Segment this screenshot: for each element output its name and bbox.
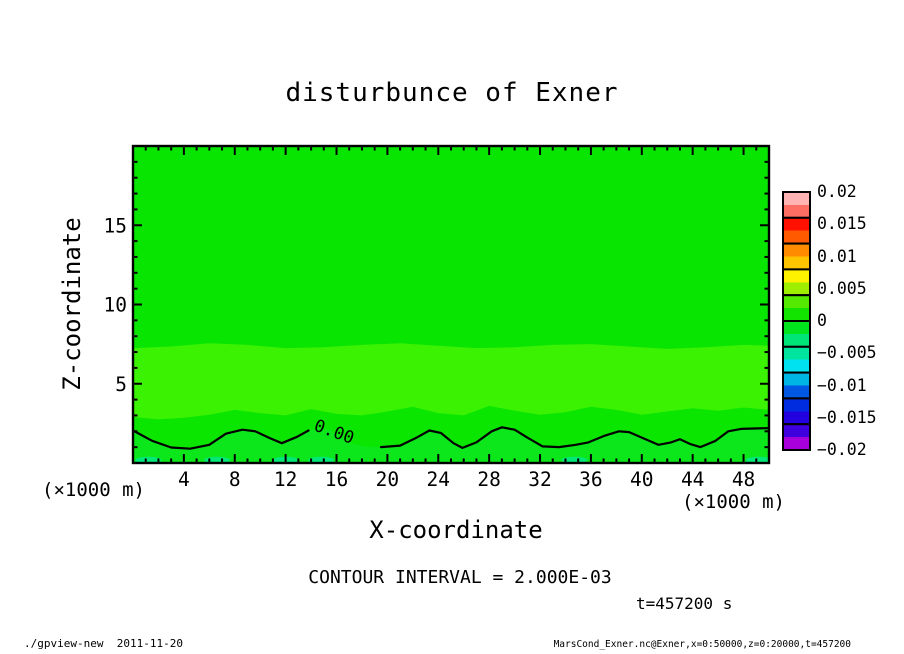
- colorbar-cell: [783, 295, 810, 321]
- z-tick-label: 10: [103, 293, 127, 317]
- colorbar-tick-label: 0.015: [817, 214, 867, 234]
- colorbar-tick-label: 0.01: [817, 246, 857, 266]
- x-tick-label: 32: [528, 468, 552, 491]
- colorbar-cell: [783, 192, 810, 218]
- x-tick-label: 48: [731, 468, 756, 491]
- colorbar-tick-label: −0.005: [817, 343, 877, 363]
- x-tick-label: 16: [324, 468, 349, 491]
- colorbar-cell: [783, 373, 810, 399]
- colorbar-cell: [783, 424, 810, 450]
- z-tick-label: 15: [103, 214, 127, 238]
- colorbar: [783, 192, 810, 450]
- colorbar-tick-label: 0.005: [817, 278, 867, 298]
- colorbar-tick-label: −0.015: [817, 407, 877, 427]
- x-unit-left: (×1000 m): [42, 479, 145, 501]
- x-tick-label: 24: [426, 468, 451, 491]
- footer-left: ./gpview-new 2011-11-20: [24, 637, 183, 650]
- x-tick-label: 28: [477, 468, 501, 491]
- colorbar-cell: [783, 321, 810, 347]
- x-axis-label: X-coordinate: [369, 516, 543, 544]
- contour-fill-layers: [133, 146, 772, 463]
- z-axis-label: Z-coordinate: [58, 217, 86, 391]
- colorbar-tick-label: 0.02: [817, 182, 857, 201]
- colorbar-cell: [783, 218, 810, 244]
- colorbar-cell: [783, 347, 810, 373]
- x-tick-label: 40: [630, 468, 654, 491]
- colorbar-cell: [783, 269, 810, 295]
- colorbar-tick-label: −0.02: [817, 440, 867, 459]
- x-tick-label: 12: [273, 468, 298, 491]
- x-tick-label: 36: [579, 468, 603, 491]
- colorbar-tick-label: 0: [817, 311, 827, 330]
- x-tick-label: 4: [178, 468, 190, 491]
- x-unit-right: (×1000 m): [682, 491, 785, 513]
- colorbar-cell: [783, 244, 810, 270]
- time-annotation: t=457200 s: [636, 594, 733, 613]
- colorbar-tick-label: −0.01: [817, 375, 867, 395]
- x-tick-label: 44: [680, 468, 705, 491]
- x-tick-label: 8: [228, 468, 241, 491]
- z-tick-label: 5: [115, 372, 127, 396]
- plot-title: disturbunce of Exner: [285, 78, 619, 108]
- colorbar-cell: [783, 398, 810, 424]
- footer-right: MarsCond_Exner.nc@Exner,x=0:50000,z=0:20000,t=457200: [553, 639, 851, 650]
- zero-contour-label: 0.00: [311, 415, 357, 449]
- x-tick-label: 20: [375, 468, 400, 491]
- contour-interval-note: CONTOUR INTERVAL = 2.000E-03: [308, 567, 612, 588]
